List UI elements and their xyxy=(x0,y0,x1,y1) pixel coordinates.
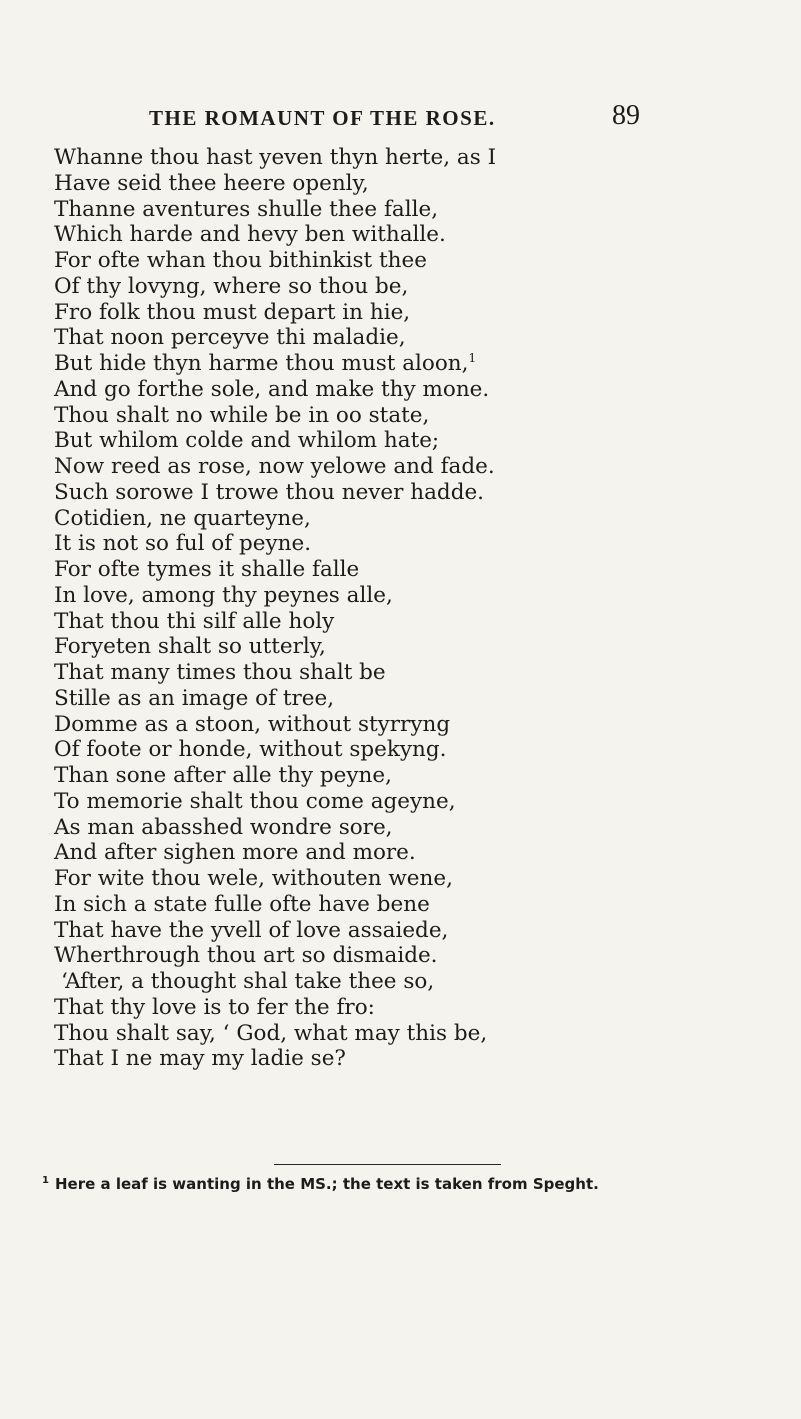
verse-line: In sich a state fulle ofte have bene xyxy=(54,891,430,917)
verse-line: In love, among thy peynes alle, xyxy=(54,582,393,608)
footnote xyxy=(42,1175,599,1193)
running-title: THE ROMAUNT OF THE ROSE. xyxy=(149,106,496,130)
verse-line: Cotidien, ne quarteyne, xyxy=(54,505,311,531)
verse-line: And after sighen more and more. xyxy=(54,840,416,866)
verse-line: Than sone after alle thy peyne, xyxy=(54,763,392,788)
verse-line: Such sorowe I trowe thou never hadde. xyxy=(54,479,485,505)
running-head xyxy=(0,100,801,136)
verse-line: That noon perceyve thi maladie, xyxy=(54,325,406,351)
verse-line: Thou shalt no while be in oo state, xyxy=(54,402,430,428)
verse-line: Thou shalt say, ‘ God, what may this be, xyxy=(54,1020,488,1046)
verse-line: That thou thi silf alle holy xyxy=(54,608,335,634)
verse-line: For ofte tymes it shalle falle xyxy=(54,557,360,582)
verse-line: And go forthe sole, and make thy mone. xyxy=(54,376,490,402)
verse-line: That many times thou shalt be xyxy=(54,660,386,685)
verse-line: But whilom colde and whilom hate; xyxy=(54,428,440,454)
verse-line: For ofte whan thou bithinkist thee xyxy=(54,248,427,273)
page-number: 89 xyxy=(612,100,640,131)
verse-line-with-note xyxy=(54,351,774,377)
verse-line-text: But hide thyn harme thou must aloon, xyxy=(54,351,469,376)
footnote-reference[interactable]: 1 xyxy=(468,351,477,365)
verse-line: For wite thou wele, withouten wene, xyxy=(54,866,453,891)
verse-line: Now reed as rose, now yelowe and fade. xyxy=(54,454,495,479)
verse-line: Whanne thou hast yeven thyn herte, as I xyxy=(54,145,497,170)
verse-line: Of thy lovyng, where so thou be, xyxy=(54,273,409,299)
poem-verse xyxy=(54,145,774,1072)
verse-line: That thy love is to fer the fro: xyxy=(54,994,375,1020)
verse-line: That have the yvell of love assaiede, xyxy=(54,917,449,943)
verse-line: Stille as an image of tree, xyxy=(54,685,335,711)
verse-line: Thanne aventures shulle thee falle, xyxy=(54,196,439,222)
verse-line: Of foote or honde, without spekyng. xyxy=(54,737,447,763)
verse-line: To memorie shalt thou come ageyne, xyxy=(54,788,456,814)
verse-line: It is not so ful of peyne. xyxy=(54,531,312,557)
verse-line: Domme as a stoon, without styrryng xyxy=(54,711,451,737)
footnote-divider xyxy=(274,1164,501,1165)
verse-line: Foryeten shalt so utterly, xyxy=(54,634,326,660)
verse-line: ‘After, a thought shal take thee so, xyxy=(61,969,435,994)
verse-line: Which harde and hevy ben withalle. xyxy=(54,222,446,248)
verse-line: Fro folk thou must depart in hie, xyxy=(54,299,411,325)
verse-line: Have seid thee heere openly, xyxy=(54,170,369,196)
footnote-text: Here a leaf is wanting in the MS.; the text is taken from Speght. xyxy=(54,1175,599,1193)
verse-line: As man abasshed wondre sore, xyxy=(54,814,393,840)
verse-line: Wherthrough thou art so dismaide. xyxy=(54,943,438,969)
footnote-marker: 1 xyxy=(42,1175,49,1186)
verse-line: That I ne may my ladie se? xyxy=(54,1046,346,1072)
